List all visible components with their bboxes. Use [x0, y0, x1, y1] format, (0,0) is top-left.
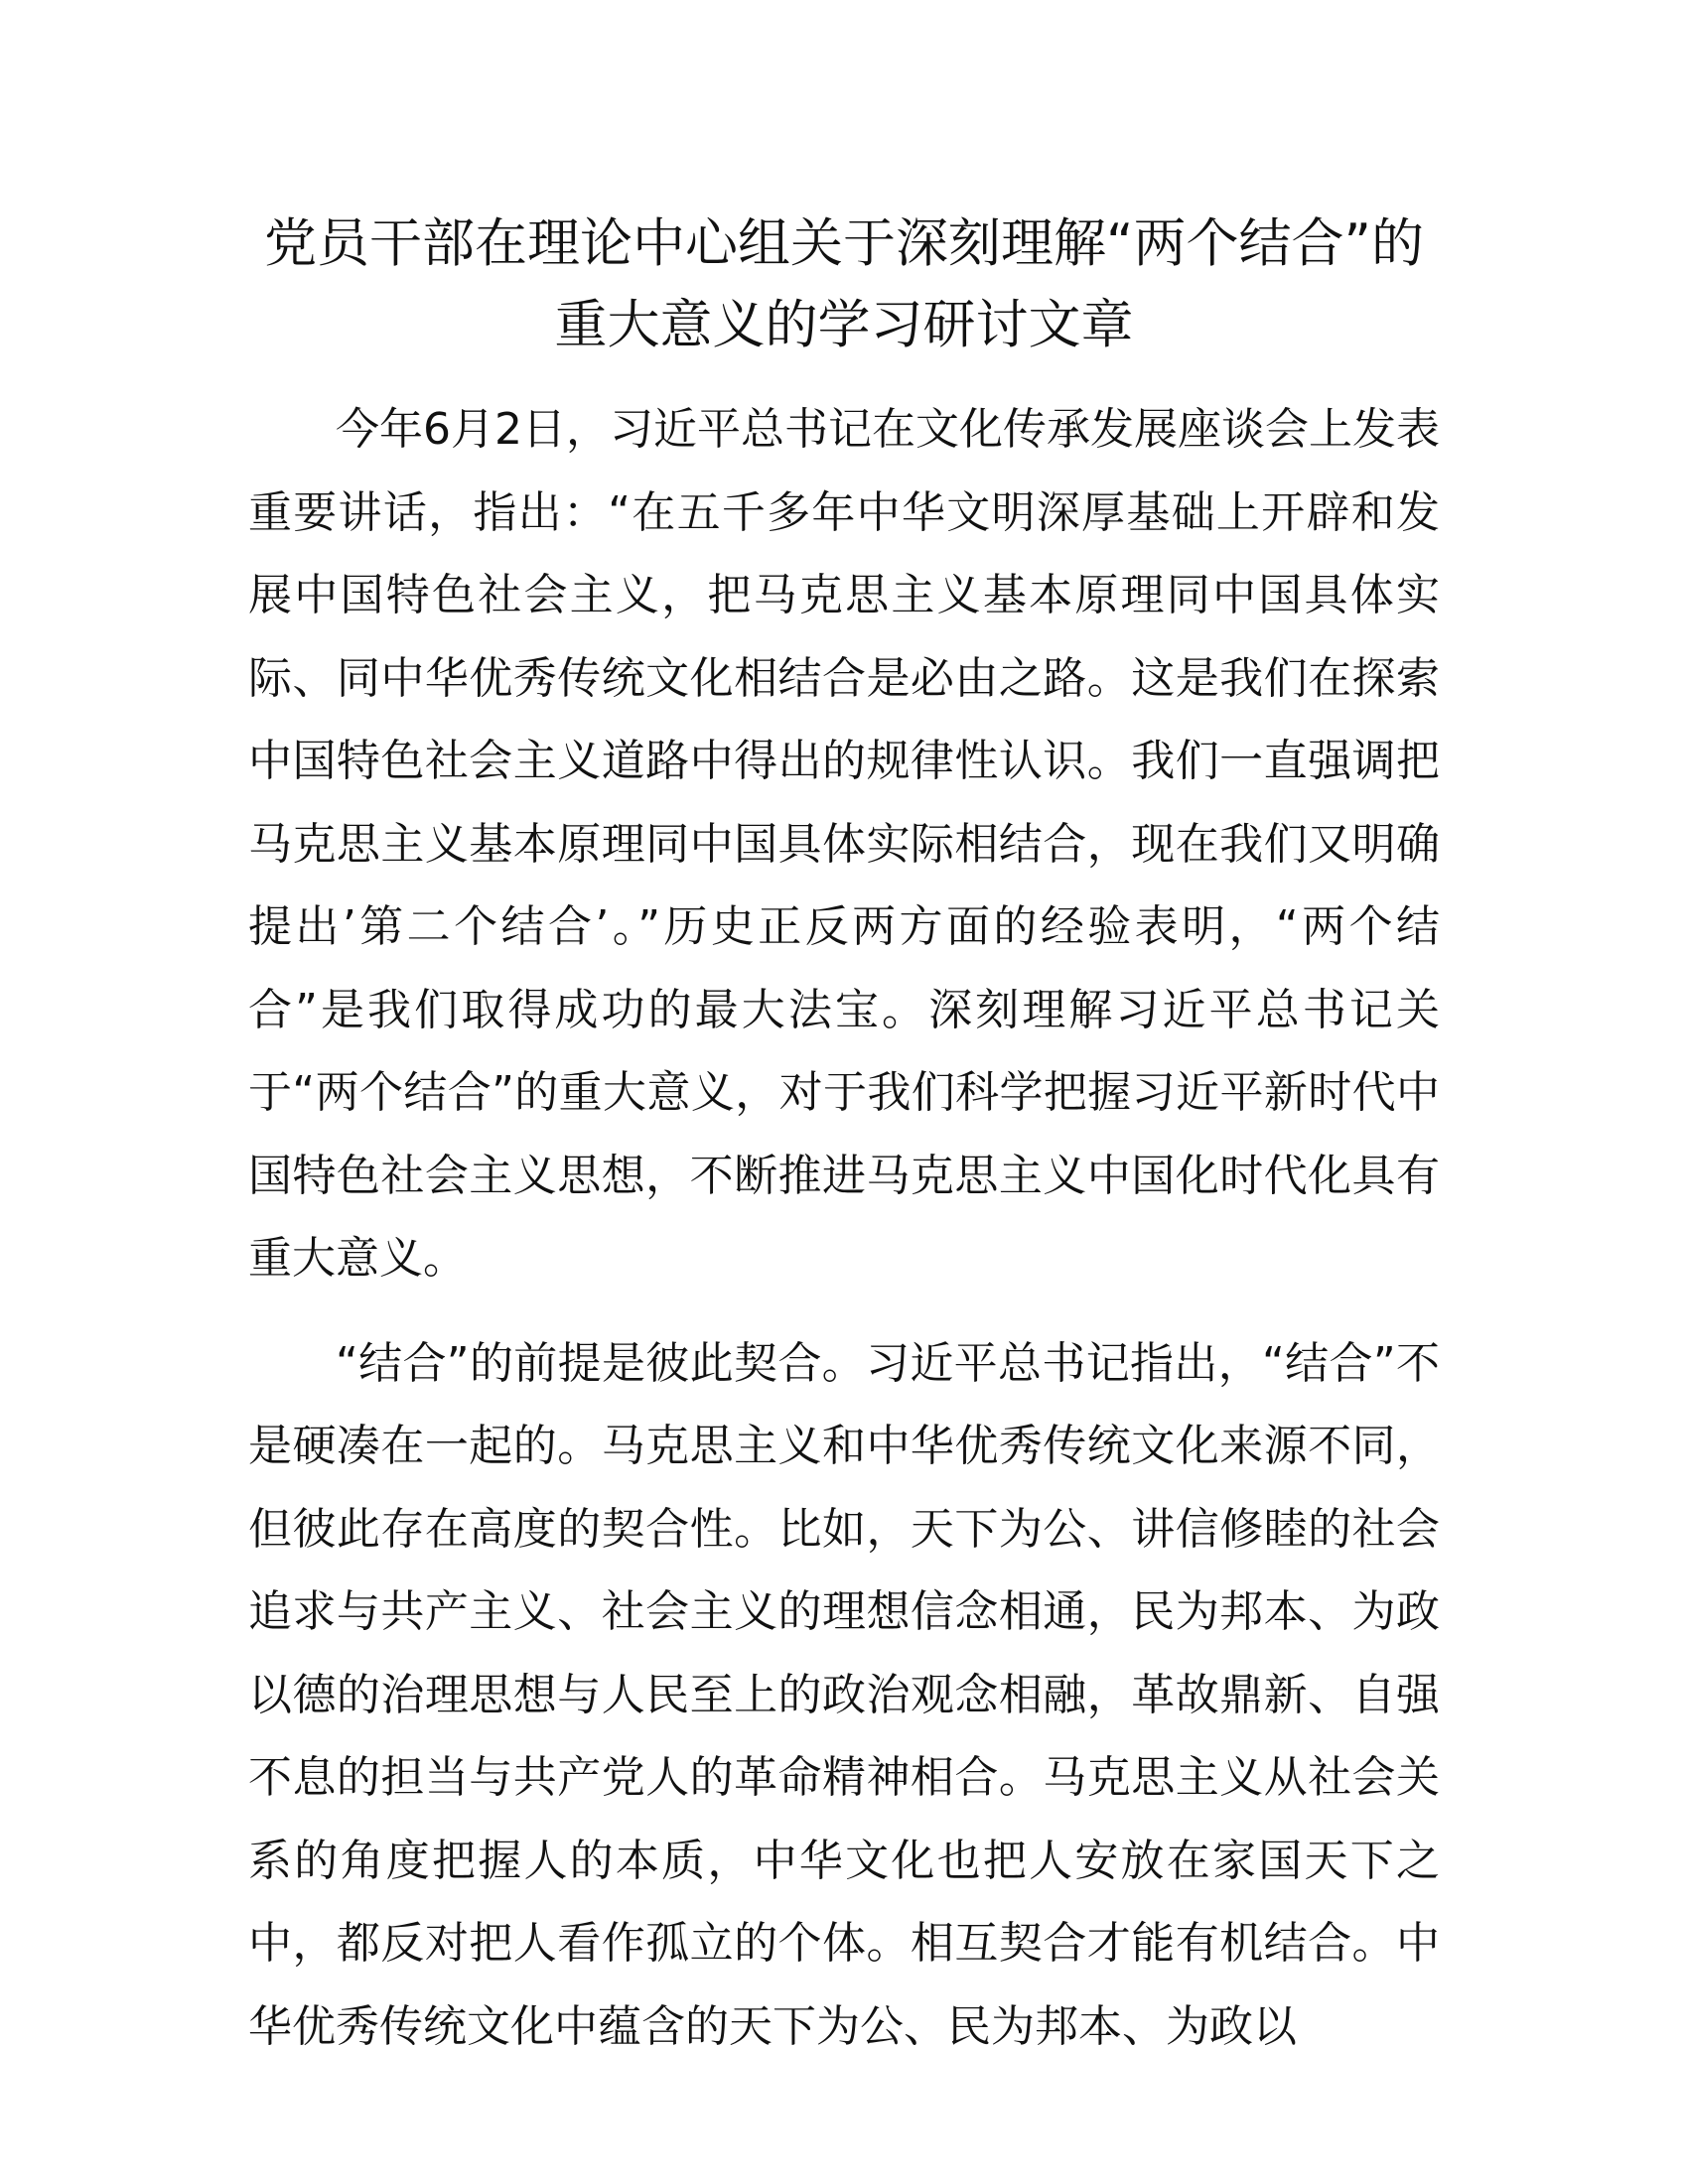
document-title: 党员干部在理论中心组关于深刻理解“两个结合”的重大意义的学习研讨文章	[264, 213, 1424, 355]
paragraph-intro: 今年6月2日，习近平总书记在文化传承发展座谈会上发表重要讲话，指出：“在五千多年中华文明深厚基础上开辟和发展中国特色社会主义，把马克思主义基本原理同中国具体实际、同中华优秀传统文化相结合是必由之路。这是我们在探索中国特色社会主义道路中得出的规律性认识。我们一直强调把马克思主义基本原理同中国具体实际相结合，现在我们又明确提出’第二个结合’。”历史正反两方面的经验表明，“两个结合”是我们取得成功的最大法宝。深刻理解习近平总书记关于“两个结合”的重大意义，对于我们科学把握习近平新时代中国特色社会主义思想，不断推进马克思主义中国化时代化具有重大意义。	[248, 404, 1440, 1284]
paragraph-integration-premise: “结合”的前提是彼此契合。习近平总书记指出，“结合”不是硬凑在一起的。马克思主义和中华优秀传统文化来源不同，但彼此存在高度的契合性。比如，天下为公、讲信修睦的社会追求与共产主义、社会主义的理想信念相通，民为邦本、为政以德的治理思想与人民至上的政治观念相融，革故鼎新、自强不息的担当与共产党人的革命精神相合。马克思主义从社会关系的角度把握人的本质，中华文化也把人安放在家国天下之中，都反对把人看作孤立的个体。相互契合才能有机结合。中华优秀传统文化中蕴含的天下为公、民为邦本、为政以	[248, 1337, 1440, 2052]
document-body	[248, 204, 1440, 2068]
